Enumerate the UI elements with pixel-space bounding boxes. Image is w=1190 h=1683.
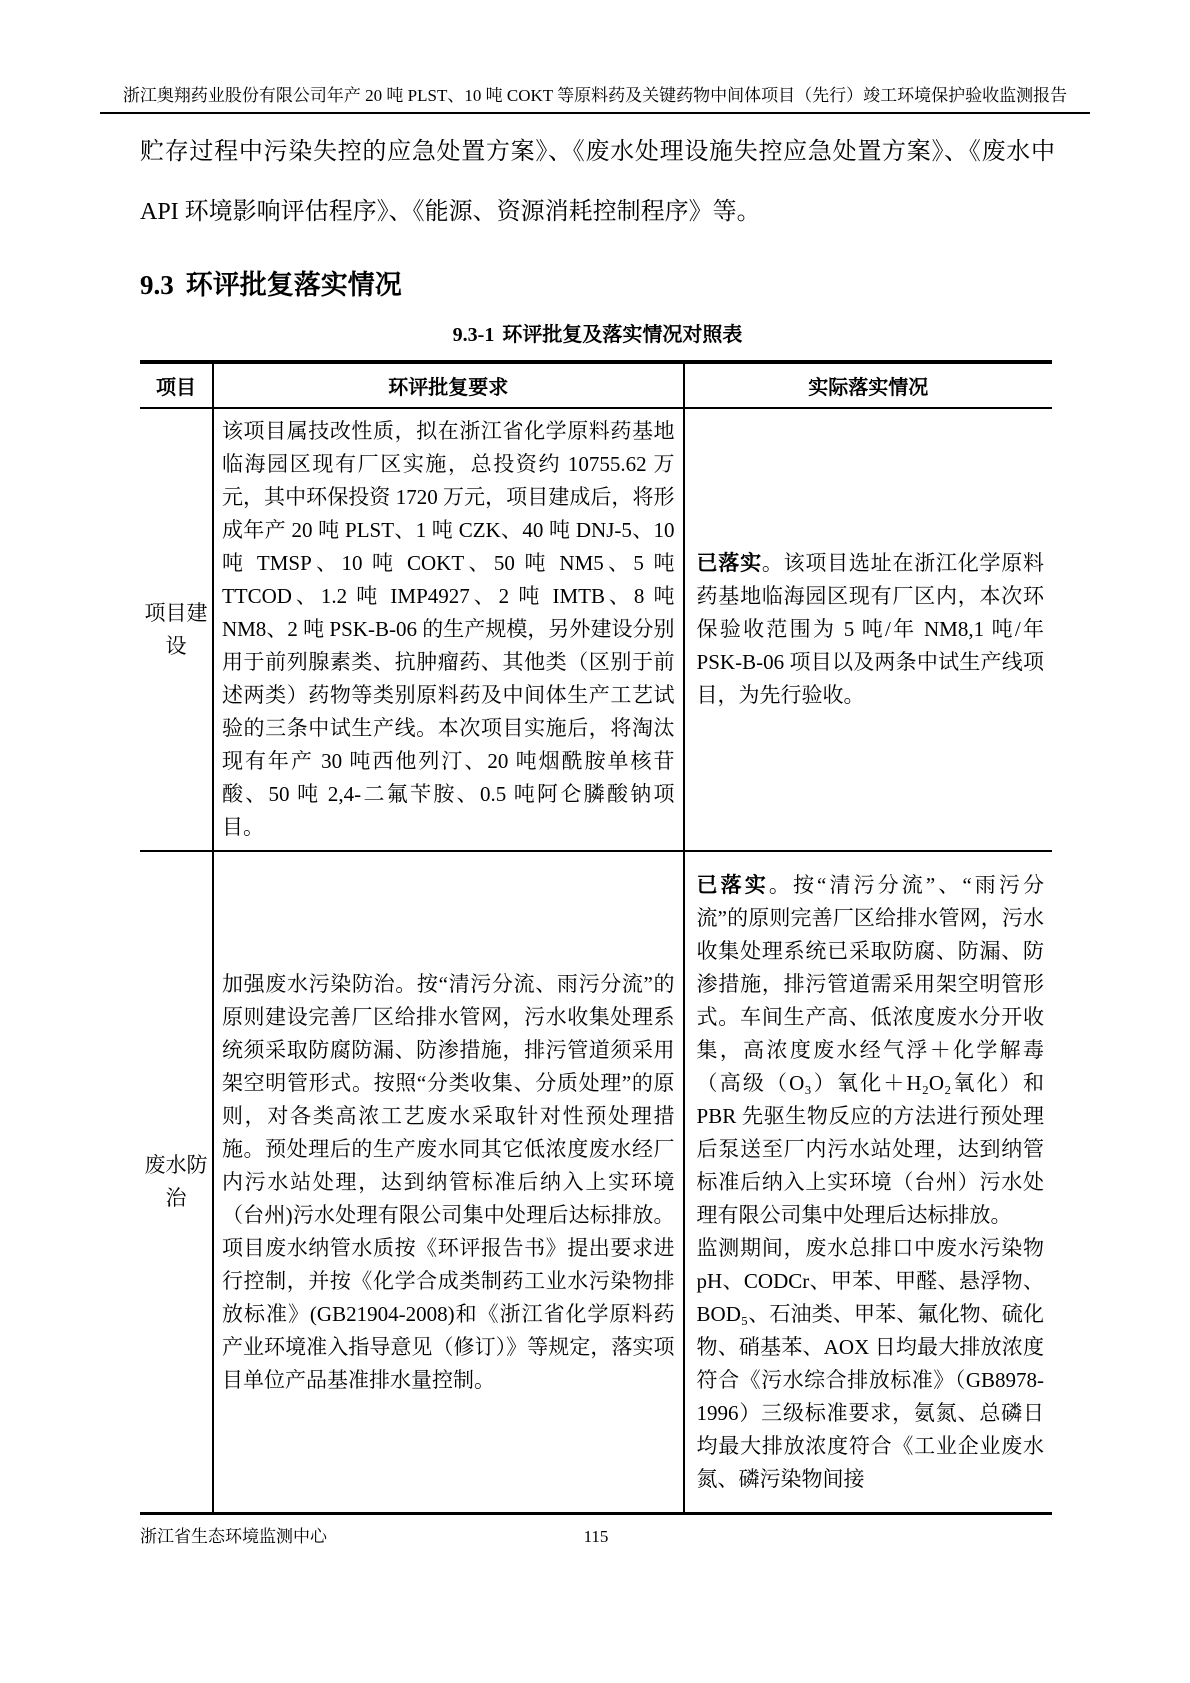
implementation-detail: 。该项目选址在浙江化学原料药基地临海园区现有厂区内，本次环保验收范围为 5 吨/年 NM8,1 吨/年 PSK-B-06 项目以及两条中试生产线项目，为先行验收。 [696, 551, 1045, 707]
intro-paragraph: 贮存过程中污染失控的应急处置方案》、《废水处理设施失控应急处置方案》、《废水中 API 环境影响评估程序》、《能源、资源消耗控制程序》等。 [140, 139, 1055, 225]
page-footer [140, 1525, 1052, 1553]
table-row [140, 851, 1052, 1514]
table-header-row [140, 362, 1052, 408]
implementation-detail: 。按“清污分流”、“雨污分流”的原则完善厂区给排水管网，污水收集处理系统已采取防腐、防漏、防渗措施，排污管道需采用架空明管形式。车间生产高、低浓度废水分开收集，高浓度废水经气浮＋化学解毒（高级（O₃）氧化＋H₂O₂氧化）和 PBR 先驱生物反应的方法进行预处理后泵送至厂内污水站处理，达到纳管标准后纳入上实环境（台州）污水处理有限公司集中处理后达标排放。 [696, 872, 1044, 1227]
footer-organization: 浙江省生态环境监测中心 [140, 1527, 327, 1546]
table-caption-number: 9.3-1 [452, 324, 495, 346]
row-category-label: 项目建设 [144, 600, 208, 658]
row-implementation-text [684, 408, 1052, 851]
col-header-implementation: 实际落实情况 [684, 362, 1052, 408]
footer-page-number: 115 [583, 1527, 609, 1546]
section-title: 环评批复落实情况 [185, 270, 402, 300]
implementation-paragraph [697, 547, 1044, 712]
col-header-requirement: 环评批复要求 [213, 362, 684, 408]
col-header-category: 项目 [140, 362, 213, 408]
running-header: 浙江奥翔药业股份有限公司年产 20 吨 PLST、10 吨 COKT 等原料药及关键药物中间体项目（先行）竣工环境保护验收监测报告 [100, 0, 1090, 114]
table-caption-title: 环评批复及落实情况对照表 [502, 324, 743, 346]
row-requirement-text: 加强废水污染防治。按“清污分流、雨污分流”的原则建设完善厂区给排水管网，污水收集处理系统须采取防腐防漏、防渗措施，排污管道须采用架空明管形式。按照“分类收集、分质处理”的原则，对各类高浓工艺废水采取针对性预处理措施。预处理后的生产废水同其它低浓度废水经厂内污水站处理，达到纳管标准后纳入上实环境（台州)污水处理有限公司集中处理后达标排放。项目废水纳管水质按《环评报告书》提出要求进行控制，并按《化学合成类制药工业水污染物排放标准》(GB21904-2008)和《浙江省化学原料药产业环境准入指导意见（修订）》等规定，落实项目单位产品基准排水量控制。 [213, 851, 684, 1514]
section-heading [140, 268, 1055, 302]
implementation-status: 已落实 [696, 872, 769, 897]
implementation-status: 已落实 [696, 551, 762, 575]
implementation-paragraph-2: 监测期间，废水总排口中废水污染物 pH、CODCr、甲苯、甲醛、悬浮物、BOD₅、石油类、甲苯、氟化物、硫化物、硝基苯、AOX 日均最大排放浓度符合《污水综合排放标准》（GB8978-1996）三级标准要求，氨氮、总磷日均最大排放浓度符合《工业企业废水氮、磷污染物间接 [696, 1235, 1044, 1491]
row-implementation-text [684, 851, 1052, 1514]
comparison-table [140, 360, 1052, 1515]
row-category-label: 废水防治 [140, 851, 213, 1514]
comparison-table-wrapper [140, 360, 1052, 1515]
row-requirement-text: 该项目属技改性质，拟在浙江省化学原料药基地临海园区现有厂区实施，总投资约 10755.62 万元，其中环保投资 1720 万元，项目建成后，将形成年产 20 吨 PLST、1 吨 CZK、40 吨 DNJ-5、10 吨 TMSP、10 吨 COKT、50 吨 NM5、5 吨 TTCOD、1.2 吨 IMP4927、2 吨 IMTB、8 吨 NM8、2 吨 PSK-B-06 的生产规模，另外建设分别用于前列腺素类、抗肿瘤药、其他类（区别于前述两类）药物等类别原料药及中间体生产工艺试验的三条中试生产线。本次项目实施后，将淘汰现有年产 30 吨西他列汀、20 吨烟酰胺单核苷酸、50 吨 2,4-二氟苄胺、0.5 吨阿仑膦酸钠项目。 [213, 408, 684, 851]
table-caption [140, 322, 1055, 348]
implementation-paragraph [697, 869, 1044, 1232]
section-number: 9.3 [140, 270, 174, 300]
table-row [140, 408, 1052, 851]
